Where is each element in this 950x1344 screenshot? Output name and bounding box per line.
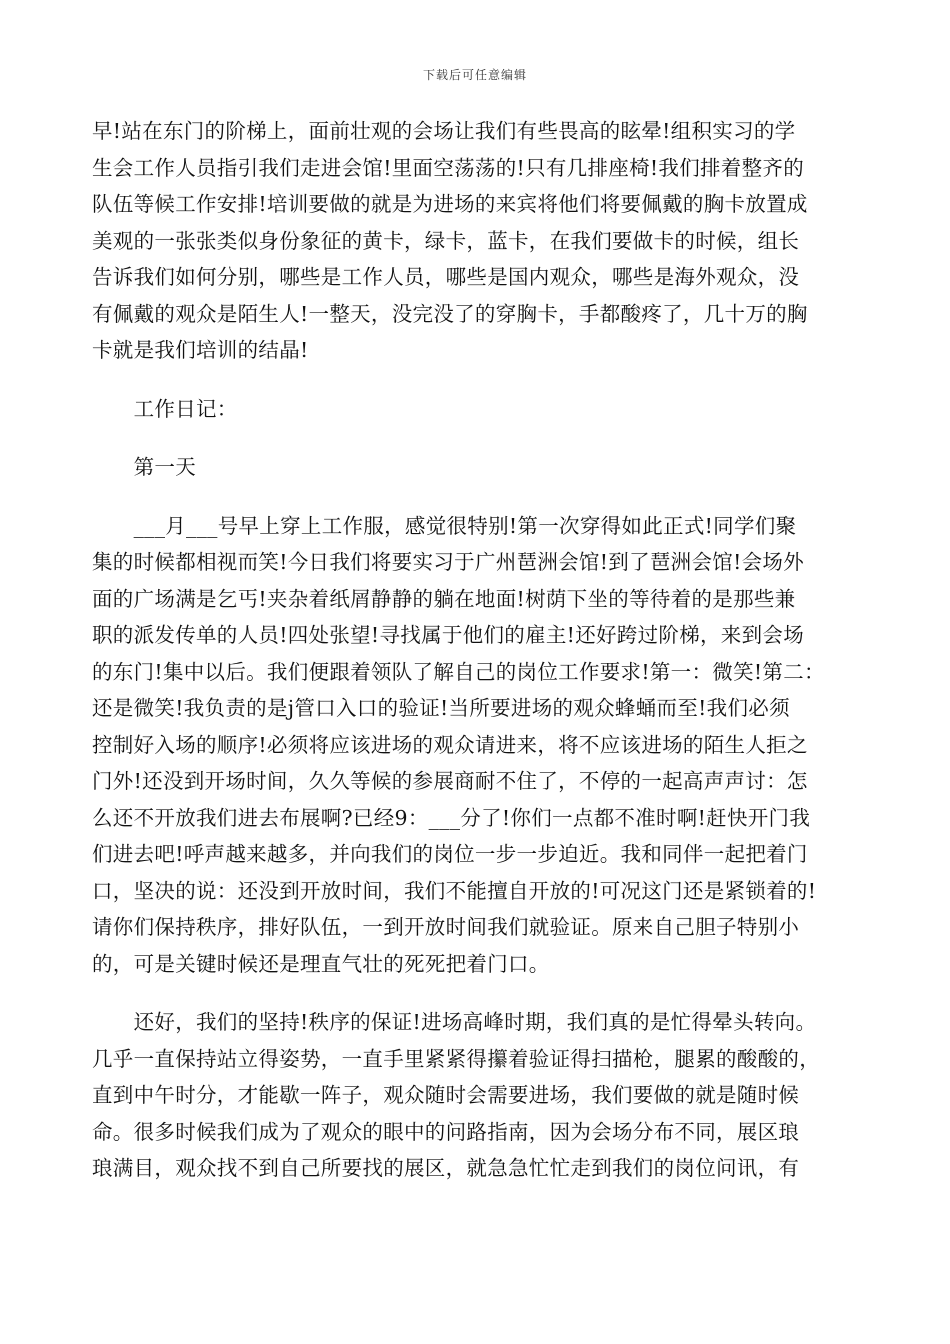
text-line: 还是微笑!我负责的是j管口入口的验证!当所要进场的观众蜂蛹而至!我们必须 xyxy=(92,696,790,720)
text-line: 集的时候都相视而笑!今日我们将要实习于广州琶洲会馆!到了琶洲会馆!会场外 xyxy=(92,550,805,574)
text-line: 生会工作人员指引我们走进会馆!里面空荡荡的!只有几排座椅!我们排着整齐的 xyxy=(92,155,805,180)
text-line: 卡就是我们培训的结晶! xyxy=(92,338,309,362)
text-line: 的，可是关键时候还是理直气壮的死死把着门口。 xyxy=(92,951,550,976)
text-line: 几乎一直保持站立得姿势，一直手里紧紧得攥着验证得扫描枪，腿累的酸酸的， xyxy=(92,1046,820,1071)
text-line: 有佩戴的观众是陌生人!一整天，没完没了的穿胸卡，手都酸疼了，几十万的胸 xyxy=(92,301,808,326)
text-line: 命。很多时候我们成为了观众的眼中的问路指南，因为会场分布不同，展区琅 xyxy=(92,1119,800,1144)
text-line: 早!站在东门的阶梯上，面前壮观的会场让我们有些畏高的眩晕!组积实习的学 xyxy=(92,119,796,143)
document-body xyxy=(92,113,867,1187)
paragraph-1 xyxy=(92,113,867,369)
section-heading-work-diary xyxy=(92,391,867,428)
text-line: 还好，我们的坚持!秩序的保证!进场高峰时期，我们真的是忙得晕头转向。 xyxy=(92,1010,817,1034)
text-line: 告诉我们如何分别，哪些是工作人员，哪些是国内观众，哪些是海外观众，没 xyxy=(92,265,800,289)
paragraph-day-one-continued xyxy=(92,1004,867,1187)
text-line: 队伍等候工作安排!培训要做的就是为进场的来宾将他们将要佩戴的胸卡放置成 xyxy=(92,192,808,216)
text-line: 请你们保持秩序，排好队伍，一到开放时间我们就验证。原来自己胆子特别小 xyxy=(92,915,800,939)
text-line: 职的派发传单的人员!四处张望!寻找属于他们的雇主!还好跨过阶梯，来到会场 xyxy=(92,623,805,647)
section-heading-day-one xyxy=(92,449,867,486)
heading-line: 第一天 xyxy=(92,455,196,479)
heading-line: 工作日记： xyxy=(92,396,238,421)
text-line: ___月___号早上穿上工作服，感觉很特别!第一次穿得如此正式!同学们聚 xyxy=(92,513,797,538)
text-line: 口，坚决的说：还没到开放时间，我们不能擅自开放的!可况这门还是紧锁着的! xyxy=(92,878,817,903)
text-line: 直到中午时分，才能歇一阵子，观众随时会需要进场，我们要做的就是随时候 xyxy=(92,1083,800,1107)
text-line: 的东门!集中以后。我们便跟着领队了解自己的岗位工作要求!第一：微笑!第二： xyxy=(92,659,825,684)
text-line: 琅满目，观众找不到自己所要找的展区，就急急忙忙走到我们的岗位问讯，有 xyxy=(92,1156,800,1180)
text-line: 们进去吧!呼声越来越多，并向我们的岗位一步一步迫近。我和同伴一起把着门 xyxy=(92,842,808,866)
page-header: 下载后可任意编辑 xyxy=(422,68,527,82)
text-line: 门外!还没到开场时间，久久等候的参展商耐不住了，不停的一起高声声讨：怎 xyxy=(92,769,808,793)
text-line: 么还不开放我们进去布展啊?已经9：___分了!你们一点都不准时啊!赶快开门我 xyxy=(92,805,811,830)
paragraph-day-one xyxy=(92,508,867,983)
text-line: 美观的一张张类似身份象征的黄卡，绿卡，蓝卡，在我们要做卡的时候，组长 xyxy=(92,228,800,253)
text-line: 控制好入场的顺序!必须将应该进场的观众请进来，将不应该进场的陌生人拒之 xyxy=(92,732,808,757)
text-line: 面的广场满是乞丐!夹杂着纸屑静静的躺在地面!树荫下坐的等待着的是那些兼 xyxy=(92,586,796,611)
